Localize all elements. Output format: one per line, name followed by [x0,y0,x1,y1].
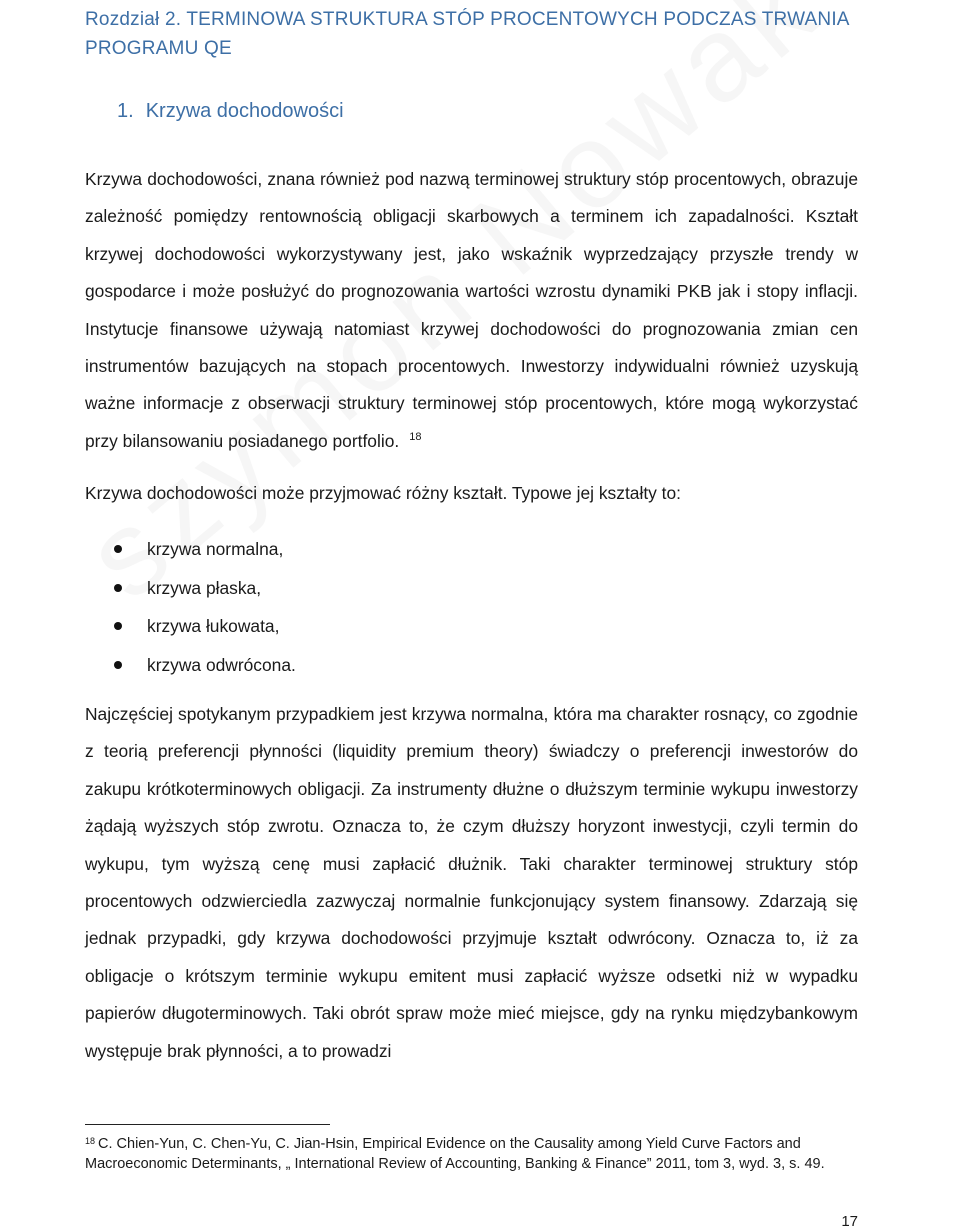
paragraph-intro-text: Krzywa dochodowości, znana również pod nazwą terminowej struktury stóp procentowych, obrazuje zależność pomiędzy rentownością obligacji skarbowych a terminem ich zapadalności. Kształt krzywej dochodowości wykorzystywany jest, jako wskaźnik wyprzedzający przyszłe trendy w gospodarce i może posłużyć do prognozowania wartości wzrostu dynamiki PKB jak i stopy inflacji. Instytucje finansowe używają natomiast krzywej dochodowości do prognozowania zmian cen instrumentów bazujących na stopach procentowych. Inwestorzy indywidualni również uzyskują ważne informacje z obserwacji struktury terminowej stóp procentowych, które mogą wykorzystać przy bilansowaniu posiadanego portfolio. [85,169,858,451]
paragraph-shapes-intro: Krzywa dochodowości może przyjmować różny kształt. Typowe jej kształty to: [85,483,682,503]
list-item [85,607,296,646]
list-item [85,530,296,569]
shapes-list [85,530,296,684]
chapter-title: Rozdział 2. TERMINOWA STRUKTURA STÓP PROCENTOWYCH PODCZAS TRWANIA PROGRAMU QE [85,9,849,59]
bullet-icon [114,661,122,669]
bullet-icon [114,584,122,592]
list-item [85,646,296,685]
footnote-divider [85,1124,330,1125]
bullet-icon [114,545,122,553]
list-item-label: krzywa łukowata, [147,616,280,636]
list-item [85,569,296,608]
bullet-icon [114,622,122,630]
section-title: Krzywa dochodowości [145,100,344,122]
paragraph-intro [85,161,858,460]
list-item-label: krzywa normalna, [147,539,284,559]
page-number: 17 [841,1213,858,1230]
paragraph-normal-curve: Najczęściej spotykanym przypadkiem jest krzywa normalna, która ma charakter rosnący, co zgodnie z teorią preferencji płynności (liquidity premium theory) świadczy o preferencji inwestorów do zakupu krótkoterminowych obligacji. Za instrumenty dłużne o dłuższym terminie wykupu inwestorzy żądają wyższych stóp zwrotu. Oznacza to, że czym dłuższy horyzont inwestycji, czyli termin do wykupu, tym wyższą cenę musi zapłacić dłużnik. Taki charakter terminowej struktury stóp procentowych odzwierciedla zazwyczaj normalnie funkcjonujący system finansowy. Zdarzają się jednak przypadki, gdy krzywa dochodowości przyjmuje kształt odwrócony. Oznacza to, iż za obligacje o krótszym terminie wykupu emitent musi zapłacić wyższe odsetki niż w wypadku papierów długoterminowych. Taki obrót spraw może mieć miejsce, gdy na rynku międzybankowym występuje brak płynności, a to prowadzi [85,704,858,1061]
footnote [85,1135,875,1174]
footnote-reference[interactable]: 18 [409,430,422,443]
list-item-label: krzywa płaska, [147,577,262,598]
footnote-text: C. Chien-Yun, C. Chen-Yu, C. Jian-Hsin, Empirical Evidence on the Causality among Yield Curve Factors and Macroeconomic Determinants, „ International Review of Accounting, Banking & Finance” 2011, tom 3, wyd. 3, s. 49. [85,1136,825,1172]
section-number: 1. [117,100,134,122]
list-item-label: krzywa odwrócona. [147,654,296,675]
section-heading [117,100,344,123]
footnote-number: 18 [85,1136,96,1146]
